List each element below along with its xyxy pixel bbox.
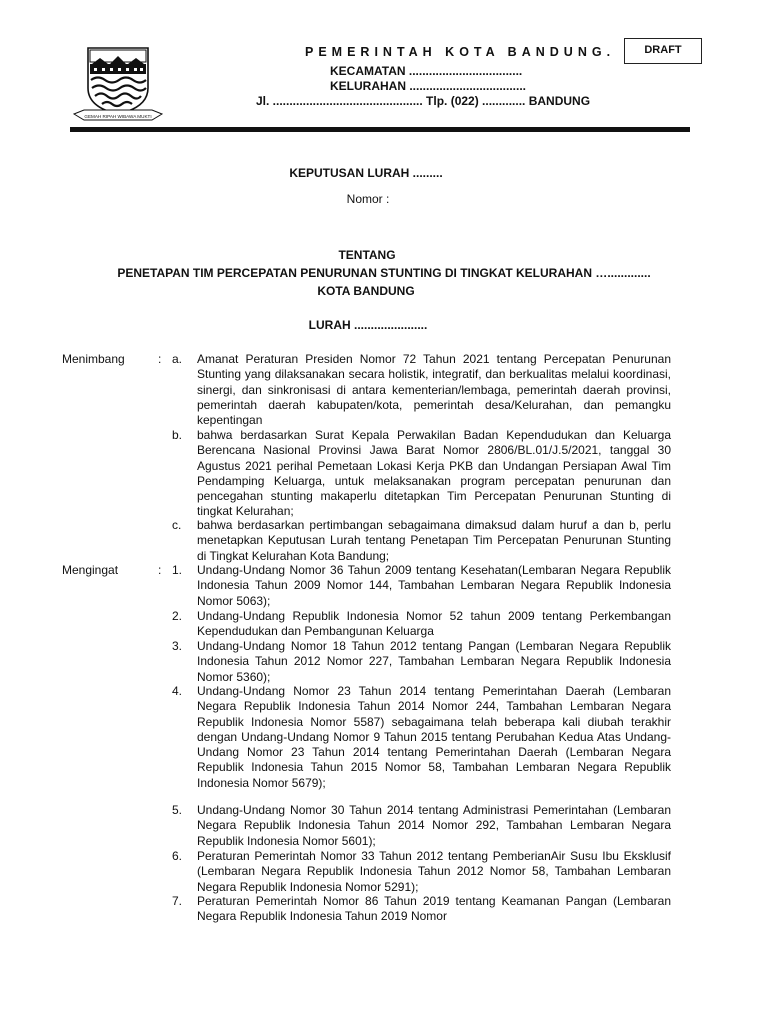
government-title: PEMERINTAH KOTA BANDUNG. [305,45,616,59]
header-divider [70,127,690,132]
menimbang-label: Menimbang [62,352,125,366]
svg-text:GEMAH RIPAH WIBAWA MUKTI: GEMAH RIPAH WIBAWA MUKTI [84,114,152,119]
decree-subject-line-2: KOTA BANDUNG [317,284,415,298]
menimbang-item-b-mark: b. [172,428,183,442]
draft-badge: DRAFT [624,38,702,64]
mengingat-item-5: Undang-Undang Nomor 30 Tahun 2014 tentang Administrasi Pemerintahan (Lembaran Negara Republik Indonesia Tahun 2014 Nomor 292, Tambahan Lembaran Negara Republik Indonesia Nomor 5601); [197,803,671,848]
mengingat-item-6-mark: 6. [172,849,183,863]
mengingat-item-4-mark: 4. [172,684,183,698]
mengingat-item-6: Peraturan Pemerintah Nomor 33 Tahun 2012 tentang PemberianAir Susu Ibu Eksklusif (Lembaran Negara Republik Indonesia Tahun 2012 Nomor 58, Tambahan Lembaran Negara Republik Indonesia Nomor 5291); [197,849,671,894]
mengingat-item-1: Undang-Undang Nomor 36 Tahun 2009 tentang Kesehatan(Lembaran Negara Republik Indonesia Tahun 2009 Nomor 144, Tambahan Lembaran Negara Republik Indonesia Nomor 5063); [197,563,671,608]
mengingat-item-7: Peraturan Pemerintah Nomor 86 Tahun 2019 tentang Keamanan Pangan (Lembaran Negara Republik Indonesia Tahun 2019 Nomor [197,894,671,924]
address-line: Jl. ............................................. Tlp. (022) ............. BANDUNG [256,94,591,108]
about-heading: TENTANG [338,248,396,262]
menimbang-colon: : [158,352,162,366]
city-emblem-logo [70,44,166,126]
decree-number: Nomor : [346,192,390,206]
menimbang-item-c: bahwa berdasarkan pertimbangan sebagaimana dimaksud dalam huruf a dan b, perlu menetapkan Keputusan Lurah tentang Penetapan Tim Percepatan Penurunan Stunting di Tingkat Kelurahan Kota Bandung; [197,518,671,563]
menimbang-item-b: bahwa berdasarkan Surat Kepala Perwakilan Badan Kependudukan dan Keluarga Berencana Nasional Provinsi Jawa Barat Nomor 2806/BL.01/J.5/2021, tanggal 30 Agustus 2021 perihal Pemetaan Lokasi Kerja PKB dan Undangan Persiapan Awal Tim Pendamping Keluarga, untuk melaksanakan program percepatan penurunan dan pencegahan stunting makaperlu ditetapkan Tim Percepatan Penurunan Stunting di tingkat Kelurahan; [197,428,671,519]
mengingat-item-2: Undang-Undang Republik Indonesia Nomor 52 tahun 2009 tentang Perkembangan Kependudukan dan Pembangunan Keluarga [197,609,671,639]
mengingat-item-1-mark: 1. [172,563,183,577]
decree-title: KEPUTUSAN LURAH ......... [289,166,443,180]
mengingat-item-2-mark: 2. [172,609,183,623]
mengingat-colon: : [158,563,162,577]
menimbang-item-a-mark: a. [172,352,183,366]
mengingat-item-7-mark: 7. [172,894,183,908]
mengingat-item-3: Undang-Undang Nomor 18 Tahun 2012 tentang Pangan (Lembaran Negara Republik Indonesia Tahun 2012 Nomor 227, Tambahan Lembaran Negara Republik Indonesia Nomor 5360); [197,639,671,684]
mengingat-item-4: Undang-Undang Nomor 23 Tahun 2014 tentang Pemerintahan Daerah (Lembaran Negara Republik Indonesia Tahun 2014 Nomor 244, Tambahan Lembaran Negara Republik Indonesia Nomor 5587) sebagaimana telah beberapa kali diubah terakhir dengan Undang-Undang Nomor 9 Tahun 2015 tentang Perubahan Kedua Atas Undang-Undang Nomor 23 Tahun 2014 tentang Pemerintahan Daerah (Lembaran Negara Republik Indonesia Tahun 2015 Nomor 58, Tambahan Lembaran Negara Republik Indonesia Nomor 5679); [197,684,671,790]
kelurahan-line: KELURAHAN ................................... [330,79,527,93]
decree-subject-line-1: PENETAPAN TIM PERCEPATAN PENURUNAN STUNTING DI TINGKAT KELURAHAN …............. [117,266,651,280]
mengingat-item-5-mark: 5. [172,803,183,817]
signatory-title: LURAH ...................... [308,318,428,332]
mengingat-item-3-mark: 3. [172,639,183,653]
mengingat-label: Mengingat [62,563,119,577]
kecamatan-line: KECAMATAN .................................. [330,64,523,78]
menimbang-item-a: Amanat Peraturan Presiden Nomor 72 Tahun 2021 tentang Percepatan Penurunan Stunting yang dilaksanakan secara holistik, integratif, dan berkualitas melalui koordinasi, sinergi, dan sinkronisasi di antara kementerian/lembaga, pemerintah daerah provinsi, pemerintah daerah kabupaten/kota, pemerintah desa/Kelurahan, dan pemangku kepentingan [197,352,671,428]
menimbang-item-c-mark: c. [172,518,182,532]
